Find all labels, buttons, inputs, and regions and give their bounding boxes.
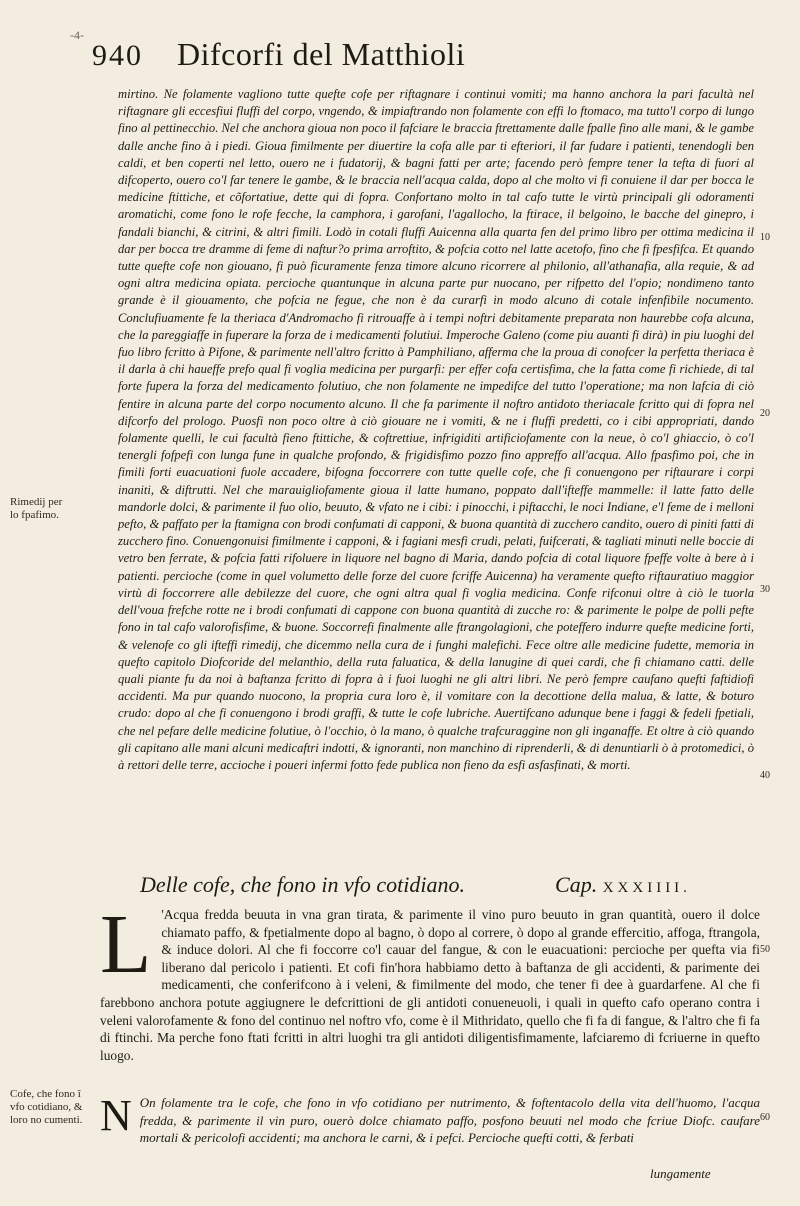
chapter-number: XXXIIII. <box>602 880 691 896</box>
chapter-label-text: Cap. <box>555 872 598 897</box>
chapter-label <box>555 872 691 898</box>
margin-line-number: 30 <box>760 584 770 595</box>
running-title: Difcorfi del Matthioli <box>177 36 466 72</box>
margin-note: Rimedij per lo fpafimo. <box>10 496 63 521</box>
chapter-paragraph: 'Acqua fredda beuuta in vna gran tirata, & parimente il vino puro beuuto in gran quantità, ouero il dolce chiamato paffo, & fpetialmente dopo al bagno, ò dopo al correre, ò dopo al grande effercitio, affoga, ftrangola, & induce dolori. Al che fi foccorre co'l cauar del fangue, & con le euacuationi: percioche per quefta via fi liberano dal pericolo i patienti. Et cofi fin'hora habbiamo detto à baftanza de gli accidenti, & parimente dei medicamenti, che conferifcono à i veleni, & fimilmente del modo, che tener fi dee à guardarfene. Al che fi farebbono anchora potute aggiugnere le defcrittioni de gli antidoti conueneuoli, i quali in quefto cafo operano contra i veleni valorofamente & fono del continuo nel noftro vfo, come è il Mithridato, quello che fi fa di fangue, & l'altro che fi fa di ftinchi. Ma perche fono ftati fcritti in altri luoghi tra gli antidoti diligentisfimamente, lafciaremo di fcriuerne in quefto luogo. <box>100 907 760 1063</box>
margin-line-number: 20 <box>760 408 770 419</box>
margin-line-number: 10 <box>760 232 770 243</box>
chapter-title: Delle cofe, che fono in vfo cotidiano. <box>140 872 466 897</box>
body-paragraph: mirtino. Ne folamente vagliono tutte quefte cofe per riftagnare i continui vomiti; ma hanno anchora la pari facultà nel riftagnare gli eccesfiui fluffi del corpo, vngendo, & impiaftrando non folamente con effi lo ftomaco, ma tutto'l corpo di lungo fino al pettinecchio. Nel che anchora gioua non poco il fafciare le braccia ftrettamente dalle fpalle fino alle mani, & le gambe dalle anche fino à i piedi. Gioua fimilmente per diuertire la cofa alle par ti efteriori, il far fudare i patienti, tenendogli ben caldi, et ben coperti nel letto, ouero ne i fudatorij, & bagni fatti per arte; facendo però fempre tener la tefta di fuori al difcoperto, ouero co'l far tenere le gambe, & le braccia nell'acqua calda, dopo al che molto vi fi conuiene il dar per bocca le medicine ftittiche, et cõfortatiue, dette qui di fopra. Confortano molto in tal cafo tutte le virtù principali gli odoramenti aromatichi, come fono le rofe fecche, la camphora, i garofani, l'agallocho, la ftirace, il belgoino, le bacche del ginepro, i fandali bianchi, & citrini, & altri fimili. Lodò in cotali fluffi Auicenna alla quarta fen del primo libro per ottima medicina il dar per bocca tre dramme di feme di naftur?o prima arroftito, & pofcia cotto nel latte acetofo, fino che fi fpesfifca. Et quando tutte quefte cofe non giouano, fi può ficuramente fenza timore alcuno ricorrere al philonio, all'athanafia, alla requie, & ad ogni altra medicina opiata. percioche quantunque in alcuna parte pur nuocano, per rifpetto del l'opio; nondimeno tanto grande è il giouamento, che pofcia ne fegue, che non è da curarfi in modo alcuno di cotale infenfibile nocumento. Conclufiuamente fe la theriaca d'Andromacho fi ritrouaffe à i tempi noftri debitamente preparata non haurebbe cofa alcuna, che la pareggiaffe in fuperare la forza de i medicamenti folutiui. Imperoche Galeno (come piu auanti fi dirà) in piu luoghi del fuo libro fcritto à Pifone, & parimente nell'altro fcritto à Pamphiliano, afferma che la proua di conofcer la perfetta theriaca è il darla à chi haueffe prefo qual fi voglia medicina per purgarfi: per effer cofa certisfima, che la fatta come fi richiede, di tal forte fupera la forza del medicamento folutiuo, che non folamente ne impedifce del tutto l'operatione; ma non lafcia di ciò fentire in alcuna parte del corpo nocumento alcuno. Il che fa parimente il noftro antidoto theriacale fcritto qui di fopra nel difcorfo del prologo. Puosfi non poco oltre à ciò giouare ne i vomiti, & ne i fluffi predetti, co i cibi appropriati, dando folamente quelli, le cui facultà fieno ftittiche, & coftrettiue, infrigiditi artificiofamente con la neue, ò co'l ghiaccio, ò co'l tenergli fofpefi con lunga fune in qualche profondo, & frigidisfimo pozzo fino appreffo all'acqua. Allo fpasfimo poi, che in fimili forti euacuationi fuole accadere, bifogna foccorrere con tutte quelle cofe, che fi conuengono per riftaurare i corpi inaniti, & diftrutti. Nel che marauigliofamente gioua il latte humano, poppato dall'ifteffe mammelle: il latte fatto delle mandorle dolci, & parimente il fuo olio, beuuto, & vfato ne i cibi: i pinocchi, i piftacchi, le noci Indiane, e'l feme de i melloni pefto, & paffato per la ftamigna con brodi confumati di capponi, & buona quantità di zucchero candito, ouero di piniti fatti di zucchero fino. Conuengonuisi fimilmente i capponi, & i fagiani mesfi crudi, pelati, fuifcerati, & tagliati minuti nelle boccie di vetro ben ferrate, & pofcia fatti rifoluere in liquore nel bagno di Maria, dando pofcia di cotal liquore fpeffe volte à bere à i patienti. percioche (come in quel volumetto delle forze del cuore fcriffe Auicenna) ha veramente quefto riftauratiuo maggior virtù di foccorrere alle debilezze del cuore, che ogni altra qual fi voglia medicina. Confe rifconui oltre à ciò le tuorla dell'voua frefche rotte ne i brodi confumati di cappone con buona quantità di zucche ro: & parimente le polpe de polli pefte fono in tal cafo valorofisfime, & buone. Soccorrefi finalmente alle ftrangolagioni, che poteffero indurre quefte medicine forti, & velenofe co gli ifteffi rimedij, che dicemmo nella cura de i funghi malefichi. Fece oltre alle medicine fudette, memoria in quefto capitolo Diofcoride del melanthio, della ruta faluatica, & della lanugine di quei cardi, che fi chiamano catti. delle quali piante fu da noi à baftanza fcritto di fopra à i fuoi luoghi ne gli altri libri. Ne però fempre caufano quefti faftidiofi accidenti. Ma pur quando nuocono, la propria cura loro è, il vomitare con la decottione della malua, & latte, & boturo crudo: dopo al che fi conuengono i brodi graffi, & tutte le cofe lubriche. Auertifcano adunque bene i faggi & fedeli fpetiali, che nel pefare delle medicine folutiue, ò l'occhio, ò la mano, ò qualche trafcuraggine non gli inganaffe. Et oltre à ciò quando gli capitano alle mani alcuni medicaftri indotti, & ignoranti, non manchino di riprenderli, & di denuntiarli ò à protomedici, ò à rettori delle terre, accioche i poueri infermi fotto fede publica non fieno da esfi asfasfinati, & morti. <box>118 87 754 772</box>
chapter-text <box>100 898 760 1064</box>
corner-mark: -4- <box>70 28 84 42</box>
chapter-heading <box>140 872 740 898</box>
margin-note: Cofe, che fono î vfo cotidiano, & loro no cumenti. <box>10 1088 83 1126</box>
margin-line-number: 50 <box>760 944 770 955</box>
drop-cap: L <box>100 898 152 991</box>
commentary-paragraph: On folamente tra le cofe, che fono in vfo cotidiano per nutrimento, & foftentacolo della vita dell'huomo, l'acqua fredda, & parimente il vin puro, ouerò dolce chiamato paffo, posfono beuuti nel modo che fcriue Diofc. caufare mortali & pericolofi accidenti; ma anchora le carni, & i pefci. Percioche quefti cotti, & ferbati <box>139 1095 760 1146</box>
page-header <box>92 36 732 86</box>
margin-line-number: 40 <box>760 770 770 781</box>
page-number: 940 <box>92 39 143 72</box>
commentary-text <box>100 1091 760 1147</box>
initial-capital: N <box>100 1091 132 1140</box>
margin-line-number: 60 <box>760 1112 770 1123</box>
catchword: lungamente <box>650 1166 711 1181</box>
